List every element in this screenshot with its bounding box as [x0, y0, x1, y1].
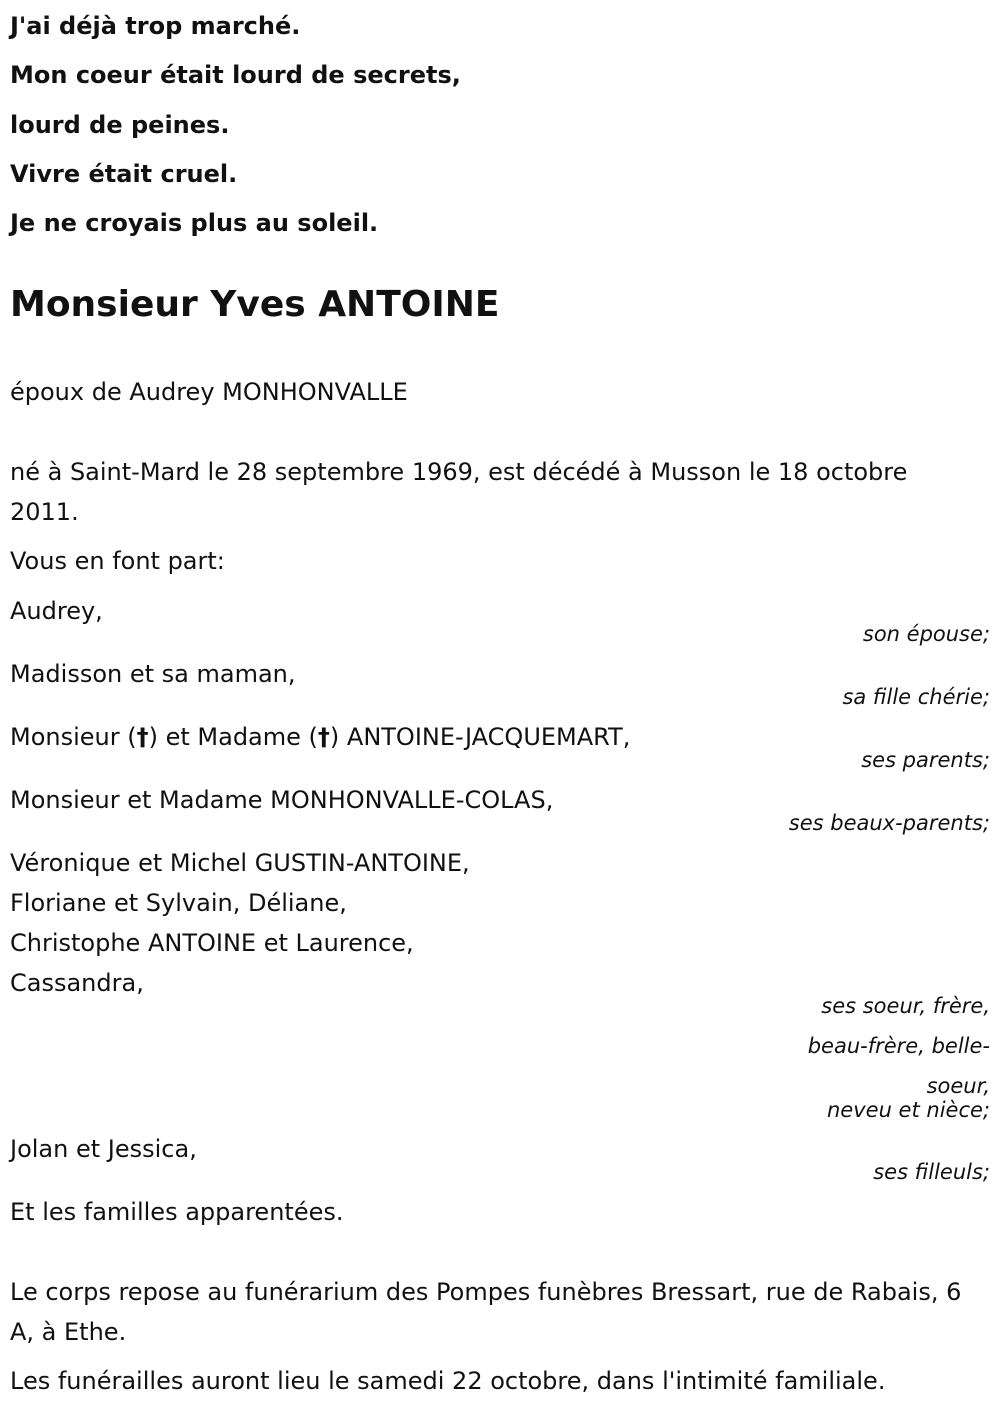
family-spouse-role: son épouse; — [862, 622, 990, 646]
poem-line: Vivre était cruel. — [10, 160, 238, 188]
funeral-ceremony: Les funérailles auront lieu le samedi 22 octobre, dans l'intimité familiale. — [10, 1367, 886, 1395]
family-sibling-line: Christophe ANTOINE et Laurence, — [10, 929, 414, 957]
family-in-laws-role: ses beaux-parents; — [788, 811, 990, 835]
poem-line: lourd de peines. — [10, 111, 230, 139]
family-in-laws-name: Monsieur et Madame MONHONVALLE-COLAS, — [10, 786, 554, 814]
family-daughter-role: sa fille chérie; — [842, 685, 990, 709]
family-sibling-line: Cassandra, — [10, 969, 144, 997]
poem-line: Je ne croyais plus au soleil. — [10, 209, 379, 237]
poem-line: J'ai déjà trop marché. — [10, 12, 301, 40]
announce-intro: Vous en font part: — [10, 547, 225, 575]
family-sibling-line: Floriane et Sylvain, Déliane, — [10, 889, 347, 917]
family-siblings-role: ses soeur, frère, — [821, 994, 990, 1018]
family-siblings-role: neveu et nièce; — [827, 1098, 990, 1122]
family-others: Et les familles apparentées. — [10, 1198, 344, 1226]
family-daughter-name: Madisson et sa maman, — [10, 660, 296, 688]
parents-text-2: ) et Madame ( — [148, 723, 318, 751]
family-godchildren-role: ses filleuls; — [873, 1160, 990, 1184]
deceased-name: Monsieur Yves ANTOINE — [10, 284, 500, 325]
family-parents-name — [10, 717, 630, 757]
parents-text-1: Monsieur ( — [10, 723, 137, 751]
family-sibling-line: Véronique et Michel GUSTIN-ANTOINE, — [10, 849, 470, 877]
spouse-line: époux de Audrey MONHONVALLE — [10, 378, 408, 406]
funeral-body-rests: Le corps repose au funérarium des Pompes funèbres Bressart, rue de Rabais, 6 A, à Ethe. — [10, 1278, 962, 1346]
cross-icon: † — [317, 723, 330, 751]
family-siblings-role: beau-frère, belle-soeur, — [807, 1034, 990, 1098]
family-parents-role: ses parents; — [861, 748, 990, 772]
parents-text-3: ) ANTOINE-JACQUEMART, — [329, 723, 631, 751]
cross-icon: † — [136, 723, 149, 751]
poem-line: Mon coeur était lourd de secrets, — [10, 61, 461, 89]
birth-death-text: né à Saint-Mard le 28 septembre 1969, est décédé à Musson le 18 octobre 2011. — [10, 458, 908, 526]
family-spouse-name: Audrey, — [10, 597, 103, 625]
family-godchildren-name: Jolan et Jessica, — [10, 1135, 197, 1163]
